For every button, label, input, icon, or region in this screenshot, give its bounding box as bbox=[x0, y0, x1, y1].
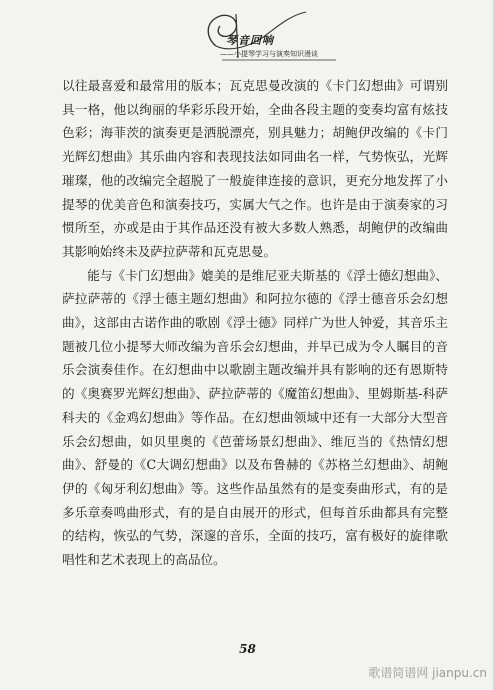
header-subtitle: ——小提琴学习与演奏知识漫谈 bbox=[220, 50, 318, 58]
paragraph-1: 以往最喜爱和最常用的版本；瓦克思曼改演的《卡门幻想曲》可谓别具一格，他以绚丽的华彩乐段开始，全曲各段主题的变奏均富有炫技色彩；海菲茨的演奏更是洒脱漂亮，别具魅力；胡鲍伊改编的《卡门光辉幻想曲》其乐曲内容和表现技法如同曲名一样，气势恢弘，光辉璀璨，他的改编完全超脱了一般旋律连接的意识，更充分地发挥了小提琴的优美音色和演奏技巧，实属大气之作。也许是由于演奏家的习惯所至，亦或是由于其作品还没有被大多数人熟悉，胡鲍伊的改编曲其影响始终未及萨拉萨蒂和瓦克思曼。 bbox=[62, 78, 448, 259]
header-logo bbox=[176, 8, 346, 70]
paragraph-2: 能与《卡门幻想曲》媲美的是维尼亚夫斯基的《浮士德幻想曲》、萨拉萨蒂的《浮士德主题幻想曲》和阿拉尔德的《浮士德音乐会幻想曲》，这部由古诺作曲的歌剧《浮士德》同样广为世人钟爱，其音乐主题被几位小提琴大师改编为音乐会幻想曲，并早已成为令人瞩目的音乐会演奏佳作。在幻想曲中以歌剧主题改编并具有影响的还有恩斯特的《奥赛罗光辉幻想曲》、萨拉萨蒂的《魔笛幻想曲》、里姆斯基-科萨科夫的《金鸡幻想曲》等作品。在幻想曲领域中还有一大部分大型音乐会幻想曲，如贝里奥的《芭蕾场景幻想曲》、维厄当的《热情幻想曲》、舒曼的《C大调幻想曲》以及布鲁赫的《苏格兰幻想曲》、胡鲍伊的《匈牙利幻想曲》等。这些作品虽然有的是变奏曲形式，有的是多乐章奏鸣曲形式，有的是自由展开的形式，但每首乐曲都具有完整的结构，恢弘的气势，深邃的音乐，全面的技巧，富有极好的旋律歌唱性和艺术表现上的高品位。 bbox=[62, 267, 448, 568]
page-number: 58 bbox=[239, 642, 256, 656]
site-watermark: 歌谱简谱网 jianpu.cn bbox=[368, 666, 487, 680]
body-text bbox=[62, 74, 448, 572]
header-title: 琴音回响 bbox=[226, 34, 274, 47]
